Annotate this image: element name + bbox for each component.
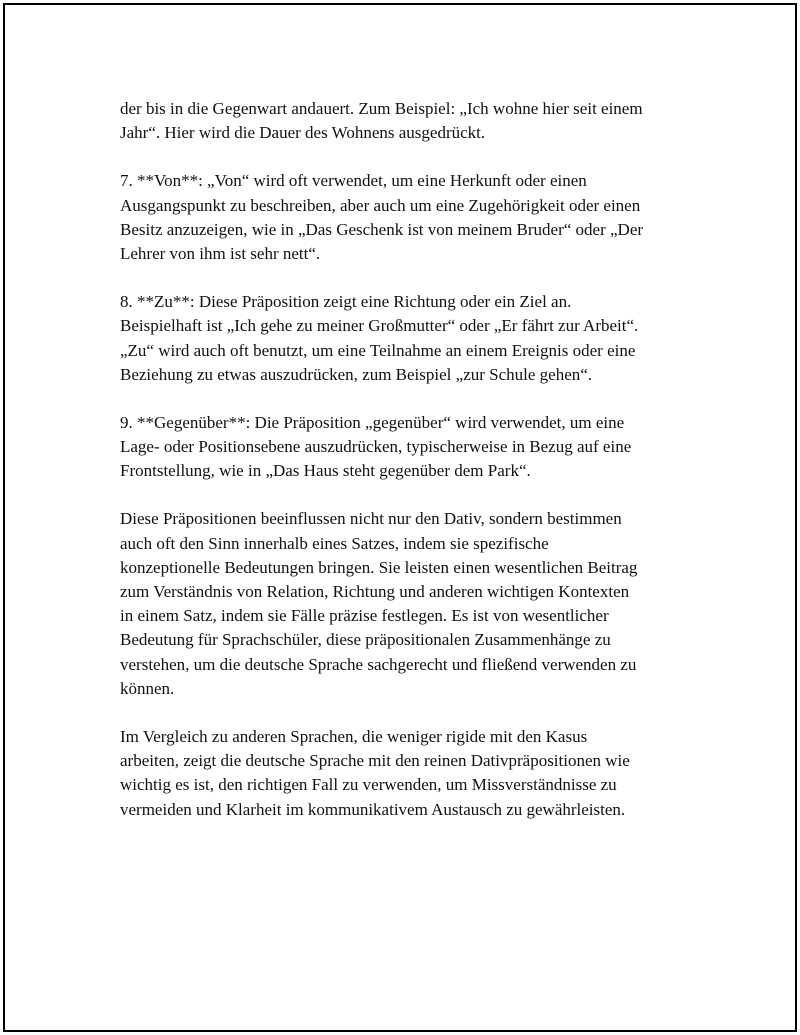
- text-line: Frontstellung, wie in „Das Haus steht gegenüber dem Park“.: [120, 461, 531, 481]
- paragraph-gegenueber: [120, 411, 690, 484]
- text-line: zum Verständnis von Relation, Richtung und anderen wichtigen Kontexten: [120, 582, 630, 601]
- text-line: Ausgangspunkt zu beschreiben, aber auch um eine Zugehörigkeit oder einen: [120, 195, 641, 215]
- paragraph-dativ-continuation: [120, 97, 690, 145]
- text-line: Lehrer von ihm ist sehr nett“.: [120, 243, 321, 263]
- paragraph-zu: [120, 290, 690, 387]
- text-line: in einem Satz, indem sie Fälle präzise festlegen. Es ist von wesentlicher: [120, 606, 609, 626]
- text-line: 9. **Gegenüber**: Die Präposition „gegenüber“ wird verwendet, um eine: [120, 412, 625, 432]
- text-line: vermeiden und Klarheit im kommunikativem Austausch zu gewährleisten.: [120, 799, 626, 819]
- text-line: Im Vergleich zu anderen Sprachen, die weniger rigide mit den Kasus: [120, 726, 588, 746]
- text-line: Jahr“. Hier wird die Dauer des Wohnens ausgedrückt.: [120, 123, 486, 143]
- document-page: [3, 3, 797, 1032]
- text-line: arbeiten, zeigt die deutsche Sprache mit den reinen Dativpräpositionen wie: [120, 751, 630, 771]
- paragraph-comparison: [120, 725, 690, 822]
- text-line: konzeptionelle Bedeutungen bringen. Sie leisten einen wesentlichen Beitrag: [120, 557, 638, 577]
- text-line: 8. **Zu**: Diese Präposition zeigt eine Richtung oder ein Ziel an.: [120, 292, 572, 312]
- text-line: Diese Präpositionen beeinflussen nicht nur den Dativ, sondern bestimmen: [120, 509, 622, 529]
- text-line: wichtig es ist, den richtigen Fall zu verwenden, um Missverständnisse zu: [120, 775, 617, 795]
- text-line: der bis in die Gegenwart andauert. Zum Beispiel: „Ich wohne hier seit einem: [120, 99, 643, 118]
- text-line: Beziehung zu etwas auszudrücken, zum Beispiel „zur Schule gehen“.: [120, 364, 593, 384]
- paragraph-summary: [120, 507, 690, 701]
- text-line: verstehen, um die deutsche Sprache sachgerecht und fließend verwenden zu: [120, 654, 637, 674]
- paragraph-von: [120, 169, 690, 266]
- text-line: Besitz anzuzeigen, wie in „Das Geschenk ist von meinem Bruder“ oder „Der: [120, 219, 644, 239]
- text-line: „Zu“ wird auch oft benutzt, um eine Teilnahme an einem Ereignis oder eine: [120, 340, 636, 360]
- text-line: können.: [120, 678, 175, 698]
- text-line: Bedeutung für Sprachschüler, diese präpositionalen Zusammenhänge zu: [120, 630, 611, 650]
- text-line: auch oft den Sinn innerhalb eines Satzes, indem sie spezifische: [120, 533, 549, 553]
- text-line: 7. **Von**: „Von“ wird oft verwendet, um eine Herkunft oder einen: [120, 171, 587, 191]
- document-body: [120, 97, 690, 846]
- text-line: Beispielhaft ist „Ich gehe zu meiner Großmutter“ oder „Er fährt zur Arbeit“.: [120, 316, 639, 336]
- text-line: Lage- oder Positionsebene auszudrücken, typischerweise in Bezug auf eine: [120, 437, 632, 457]
